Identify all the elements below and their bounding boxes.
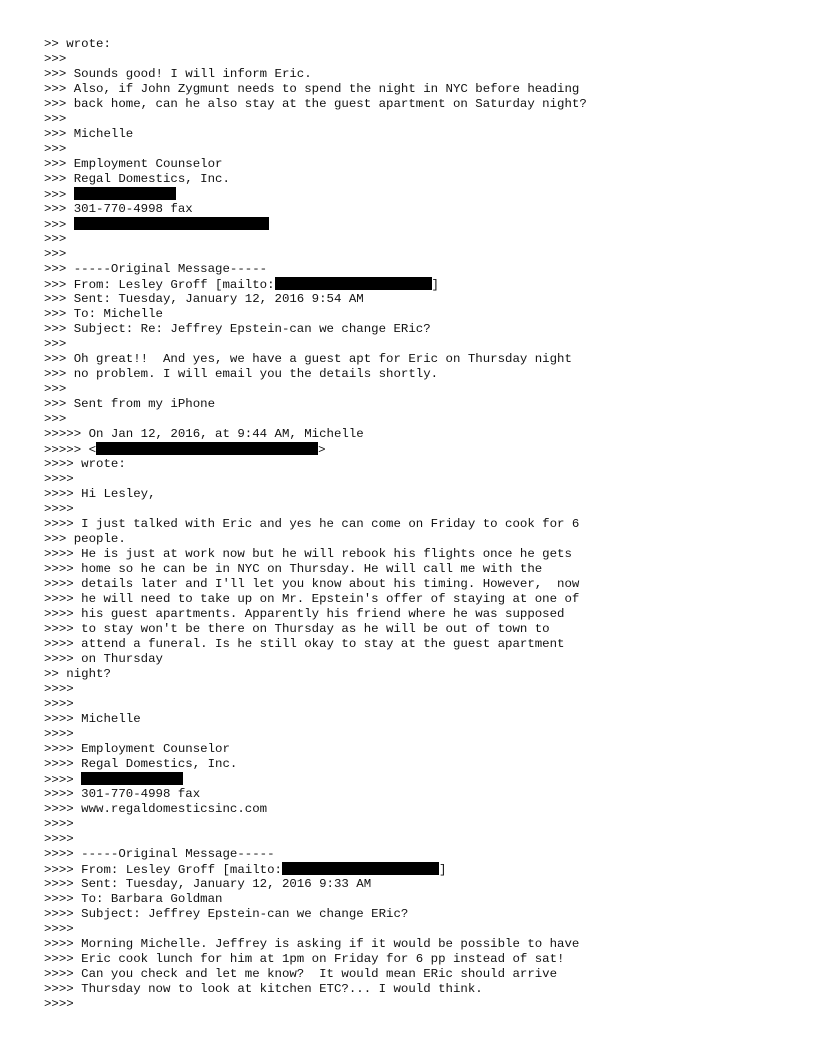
text-line: >>> Also, if John Zygmunt needs to spend the night in NYC before heading	[44, 82, 580, 96]
text-line: >>>>	[44, 697, 74, 711]
text-line: >>>>> On Jan 12, 2016, at 9:44 AM, Michelle	[44, 427, 364, 441]
text-line: >>>>	[44, 682, 74, 696]
redaction-bar	[74, 217, 269, 230]
text-line: >>>> he will need to take up on Mr. Epstein's offer of staying at one of	[44, 592, 580, 606]
text-line: >>>	[44, 52, 67, 66]
text-line: >>>> to stay won't be there on Thursday as he will be out of town to	[44, 622, 550, 636]
text-line: >>> Michelle	[44, 127, 134, 141]
text-line	[44, 217, 784, 232]
text-line: >>> 301-770-4998 fax	[44, 202, 193, 216]
text-line: >>>> www.regaldomesticsinc.com	[44, 802, 268, 816]
text-segment: >>>> From: Lesley Groff [mailto:	[44, 863, 282, 877]
text-line: >>> Sent: Tuesday, January 12, 2016 9:54 AM	[44, 292, 364, 306]
text-segment: >>> From: Lesley Groff [mailto:	[44, 278, 275, 292]
text-line: >>>>	[44, 502, 74, 516]
text-line: >>>> on Thursday	[44, 652, 163, 666]
text-segment: >	[318, 443, 326, 457]
text-line: >>>> Employment Counselor	[44, 742, 230, 756]
text-segment: ]	[438, 863, 447, 877]
redaction-bar	[74, 187, 176, 200]
text-line: >>>	[44, 412, 67, 426]
text-line: >>>> Eric cook lunch for him at 1pm on Friday for 6 pp instead of sat!	[44, 952, 565, 966]
text-line: >>>>	[44, 472, 74, 486]
text-segment: >>>>	[44, 773, 82, 787]
text-line: >>>> Morning Michelle. Jeffrey is asking if it would be possible to have	[44, 937, 580, 951]
text-line: >>>> wrote:	[44, 457, 126, 471]
text-line: >>> no problem. I will email you the details shortly.	[44, 367, 439, 381]
text-line: >>>> Can you check and let me know? It would mean ERic should arrive	[44, 967, 558, 981]
redaction-bar	[282, 862, 439, 875]
text-line: >>>> Michelle	[44, 712, 141, 726]
text-line: >>>> To: Barbara Goldman	[44, 892, 223, 906]
email-thread-document	[44, 37, 784, 1012]
text-line: >>>	[44, 112, 67, 126]
text-line: >>> -----Original Message-----	[44, 262, 268, 276]
text-line: >>> Oh great!! And yes, we have a guest apt for Eric on Thursday night	[44, 352, 572, 366]
text-line: >>>> -----Original Message-----	[44, 847, 275, 861]
text-line: >>> Sounds good! I will inform Eric.	[44, 67, 312, 81]
redaction-bar	[275, 277, 432, 290]
text-line: >>>> Subject: Jeffrey Epstein-can we change ERic?	[44, 907, 409, 921]
text-line: >>>> He is just at work now but he will rebook his flights once he gets	[44, 547, 572, 561]
text-line: >>>> details later and I'll let you know about his timing. However, now	[44, 577, 580, 591]
text-line: >>>>	[44, 727, 74, 741]
text-line: >> wrote:	[44, 37, 111, 51]
text-line: >>> Sent from my iPhone	[44, 397, 216, 411]
text-line	[44, 277, 784, 292]
text-line: >>>> Regal Domestics, Inc.	[44, 757, 238, 771]
text-line: >>>> Sent: Tuesday, January 12, 2016 9:33 AM	[44, 877, 372, 891]
text-segment: ]	[431, 278, 439, 292]
text-line: >>>> his guest apartments. Apparently his friend where he was supposed	[44, 607, 565, 621]
text-line: >>>> I just talked with Eric and yes he can come on Friday to cook for 6	[44, 517, 580, 531]
text-line: >>>>	[44, 817, 74, 831]
text-line: >>>> Thursday now to look at kitchen ETC?... I would think.	[44, 982, 483, 996]
redaction-bar	[81, 772, 183, 785]
text-line: >>>>	[44, 922, 74, 936]
text-segment: >>>	[44, 188, 74, 202]
text-line	[44, 187, 784, 202]
text-line: >>>	[44, 247, 67, 261]
text-line: >>> Regal Domestics, Inc.	[44, 172, 230, 186]
text-segment: >>>>> <	[44, 443, 97, 457]
text-line: >>>>	[44, 997, 74, 1011]
text-line	[44, 772, 784, 787]
text-line: >>>> Hi Lesley,	[44, 487, 156, 501]
text-line: >>>> attend a funeral. Is he still okay to stay at the guest apartment	[44, 637, 565, 651]
text-line: >>>> home so he can be in NYC on Thursday. He will call me with the	[44, 562, 543, 576]
text-line: >>> To: Michelle	[44, 307, 163, 321]
text-segment: >>>	[44, 218, 74, 232]
text-line: >>> people.	[44, 532, 126, 546]
text-line: >>>	[44, 142, 67, 156]
text-line: >>>	[44, 382, 67, 396]
text-line: >>>	[44, 337, 67, 351]
text-line: >>>> 301-770-4998 fax	[44, 787, 201, 801]
text-line: >> night?	[44, 667, 111, 681]
text-line: >>>>	[44, 832, 74, 846]
redaction-bar	[96, 442, 318, 455]
text-line: >>>	[44, 232, 67, 246]
text-line	[44, 862, 784, 877]
text-line: >>> Subject: Re: Jeffrey Epstein-can we change ERic?	[44, 322, 431, 336]
text-line: >>> back home, can he also stay at the guest apartment on Saturday night?	[44, 97, 587, 111]
text-line: >>> Employment Counselor	[44, 157, 223, 171]
text-line	[44, 442, 784, 457]
